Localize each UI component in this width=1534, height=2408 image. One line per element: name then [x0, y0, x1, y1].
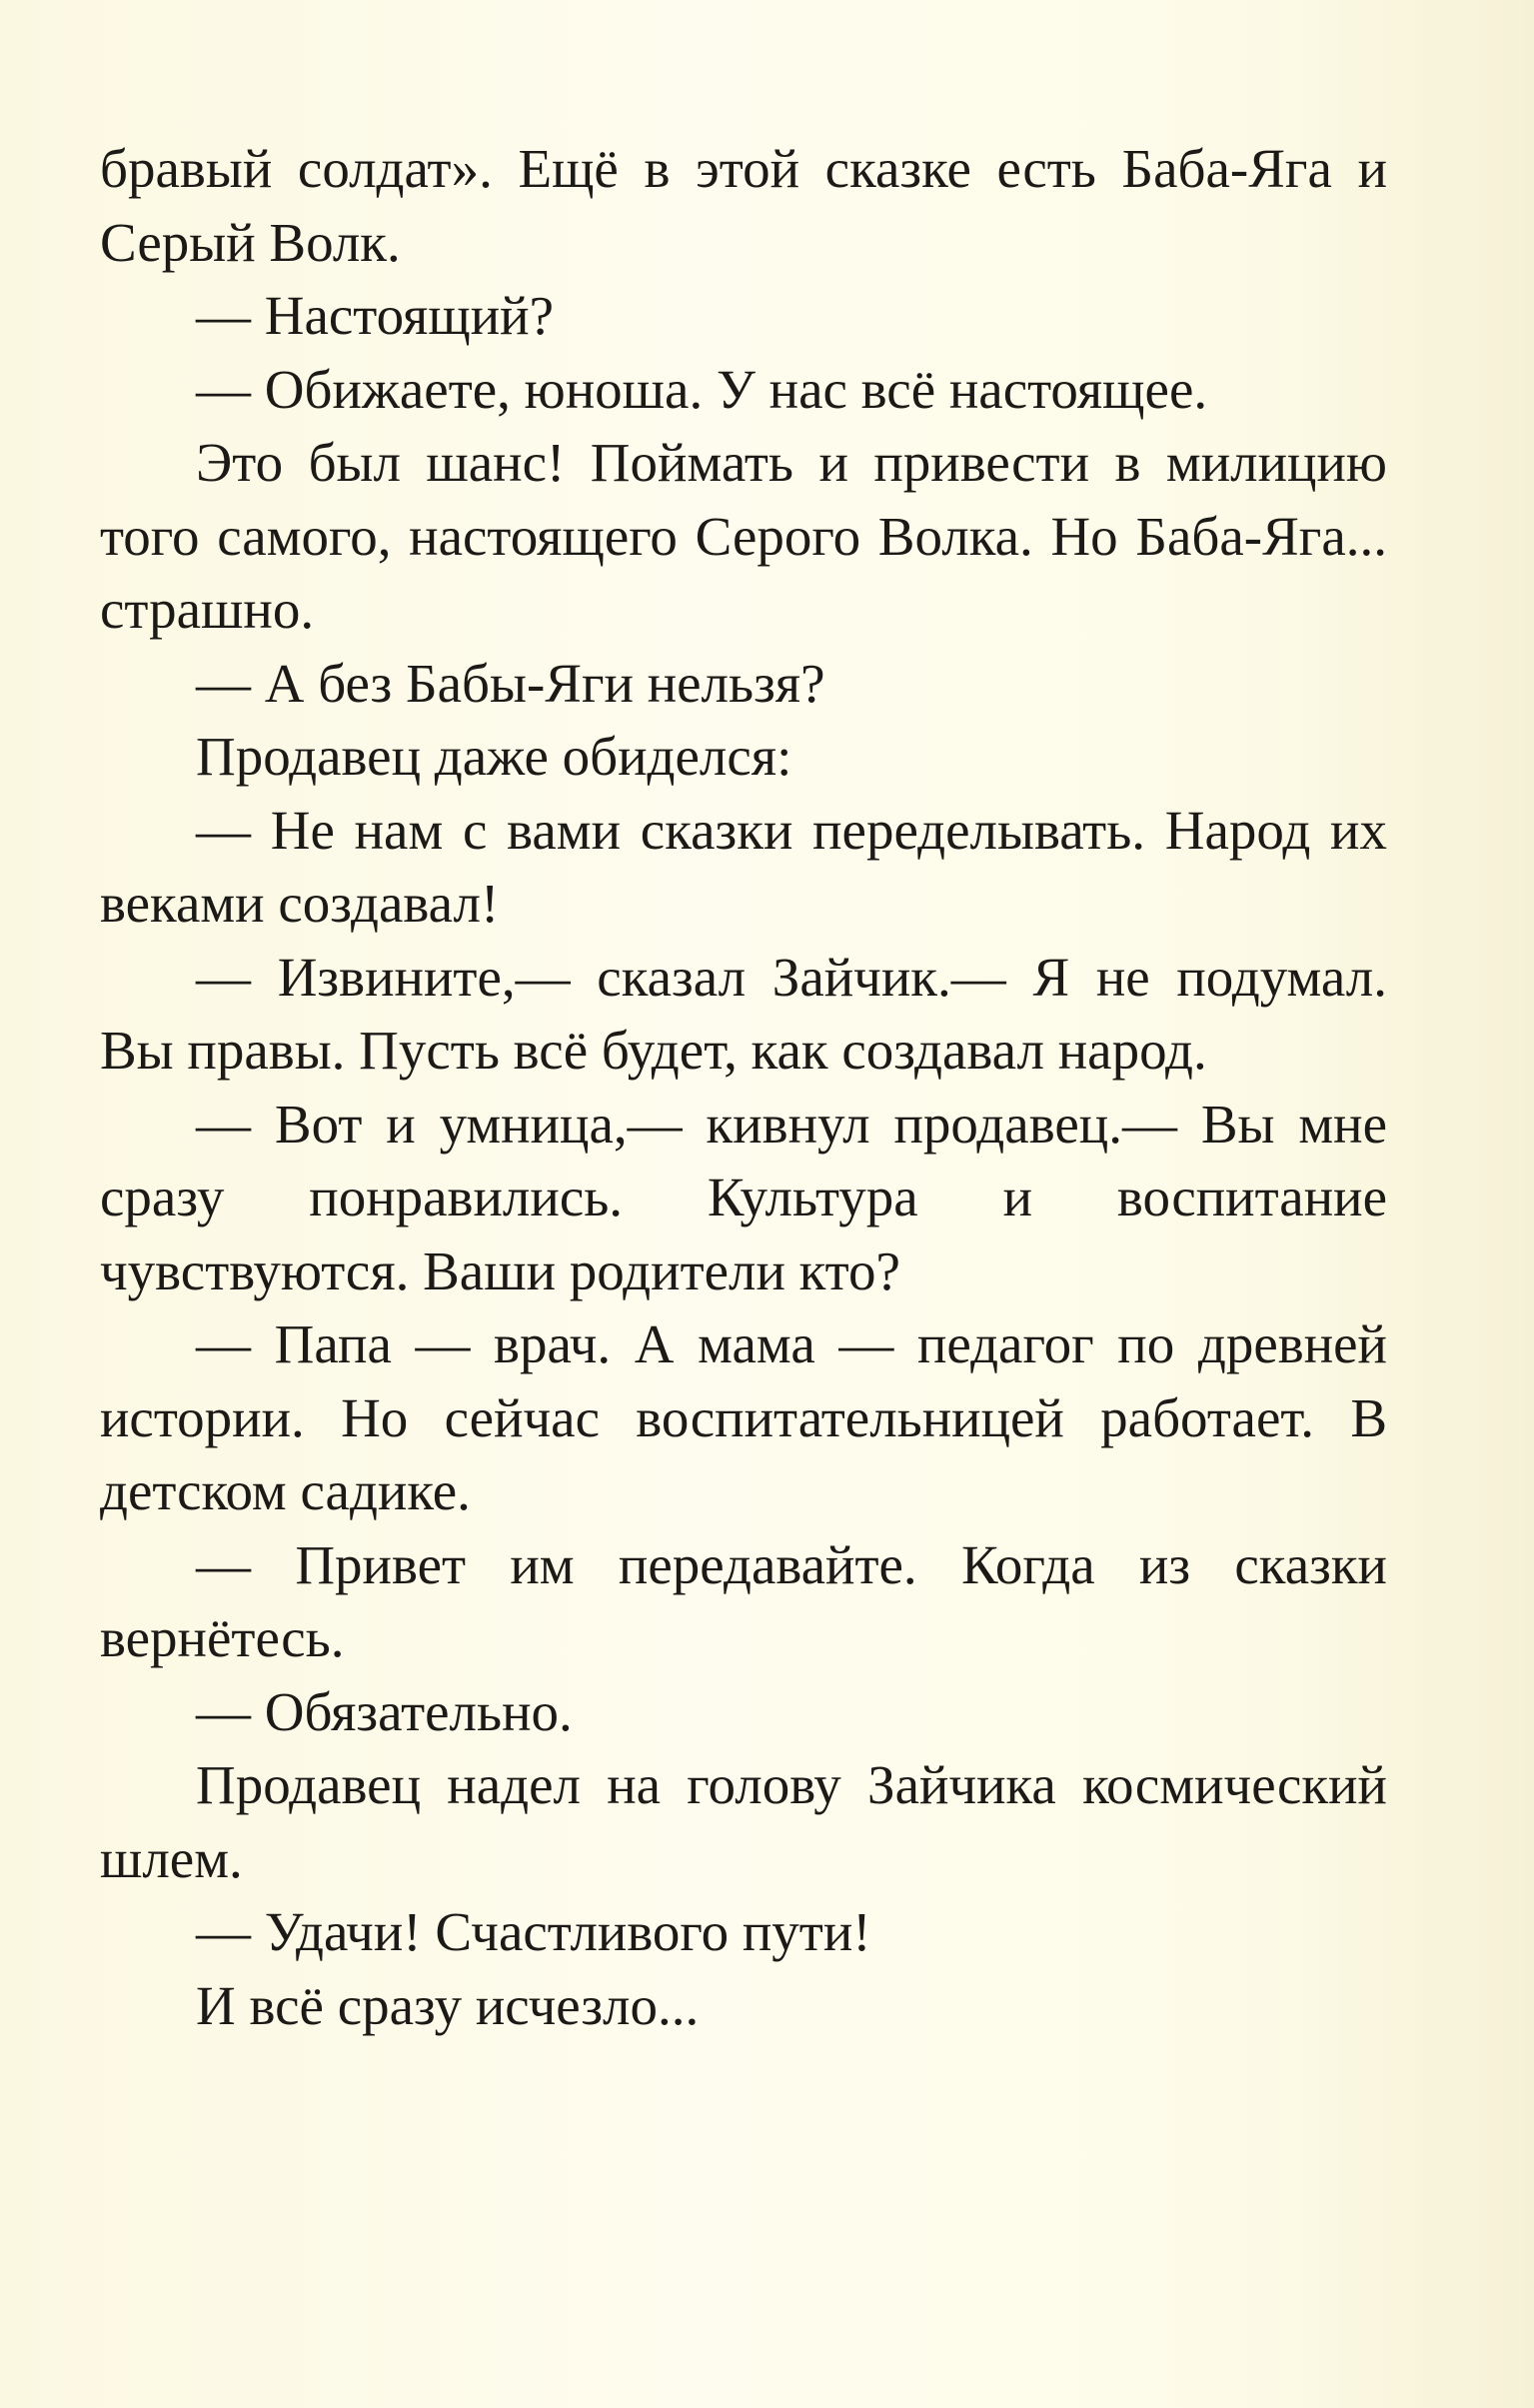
paragraph-11: — Привет им передавайте. Когда из сказки вернётесь.	[100, 1533, 1387, 1668]
paragraph-13: Продавец надел на голову Зайчика космический шлем.	[100, 1754, 1387, 1889]
paragraph-6: Продавец даже обиделся:	[196, 726, 792, 787]
paragraph-10: — Папа — врач. А мама — педагог по древней истории. Но сейчас воспитательницей работает. В детском садике.	[100, 1313, 1387, 1521]
paragraph-8: — Извините,— сказал Зайчик.— Я не подумал. Вы правы. Пусть всё будет, как создавал народ.	[100, 946, 1387, 1081]
paragraph-7: — Не нам с вами сказки переделывать. Народ их веками создавал!	[100, 799, 1387, 934]
paragraph-3: — Обижаете, юноша. У нас всё настоящее.	[196, 358, 1208, 420]
paragraph-2: — Настоящий?	[196, 285, 554, 346]
paragraph-15: И всё сразу исчезло...	[196, 1974, 700, 2036]
page-text	[100, 132, 1387, 2042]
paragraph-1: бравый солдат». Ещё в этой сказке есть Баба-Яга и Серый Волк.	[100, 138, 1387, 273]
paragraph-14: — Удачи! Счастливого пути!	[196, 1901, 871, 1962]
paragraph-12: — Обязательно.	[196, 1680, 573, 1742]
paragraph-4: Это был шанс! Поймать и привести в милицию того самого, настоящего Серого Волка. Но Баба-Яга... страшно.	[100, 432, 1387, 640]
paragraph-9: — Вот и умница,— кивнул продавец.— Вы мне сразу понравились. Культура и воспитание чувствуются. Ваши родители кто?	[100, 1093, 1387, 1301]
paragraph-5: — А без Бабы-Яги нельзя?	[196, 652, 825, 714]
